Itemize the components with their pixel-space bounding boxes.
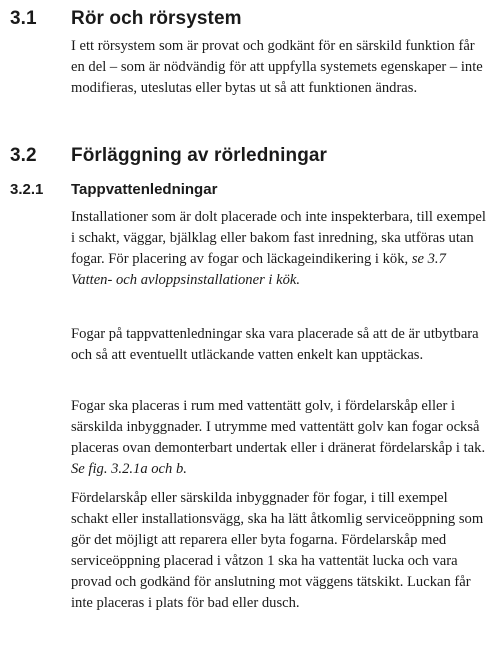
paragraph-text: Installationer som är dolt placerade och inte inspekterbara, till exempel i schakt, väggar, bjälklag eller bakom fast inredning, ska utföras utan fogar. För placering av fogar och läckageindikering i kök, bbox=[71, 209, 486, 267]
section-heading: Förläggning av rörledningar bbox=[71, 145, 328, 166]
cross-reference: se 3.7 Vatten- och avloppsinstallationer i kök. bbox=[71, 251, 446, 288]
paragraph-text: Fogar ska placeras i rum med vattentätt golv, i fördelarskåp eller i särskilda inbyggnader. I utrymme med vattentätt golv kan fogar också placeras ovan demonterbart undertak eller i dränerat fördelarskåp i tak. bbox=[71, 398, 486, 456]
section-number: 3.2 bbox=[10, 145, 37, 166]
body-paragraph: I ett rörsystem som är provat och godkänt för en särskild funktion får en del – som är nödvändig för att uppfylla systemets egenskaper – inte modifieras, uteslutas eller bytas ut så att funktionen ändras. bbox=[71, 38, 483, 96]
section-number: 3.1 bbox=[10, 8, 37, 29]
body-paragraph: Fogar på tappvattenledningar ska vara placerade så att de är utbytbara och så att eventuellt utläckande vatten enkelt kan upptäckas. bbox=[71, 326, 479, 363]
body-paragraph bbox=[71, 396, 486, 480]
cross-reference: Se fig. 3.2.1a och b. bbox=[71, 461, 187, 477]
body-paragraph: Fördelarskåp eller särskilda inbyggnader för fogar, i till exempel schakt eller installationsvägg, ska ha lätt åtkomlig serviceöppning som gör det möjligt att reparera eller byta fogarna. Fördelarskåp med serviceöppning placerad i våtzon 1 ska ha vattentät lucka och vara provad och godkänd för anslutning mot väggens tätskikt. Luckan får inte placeras i plats för bad eller dusch. bbox=[71, 490, 484, 611]
section-heading: Rör och rörsystem bbox=[71, 8, 242, 29]
subsection-heading: Tappvattenledningar bbox=[71, 181, 218, 198]
body-paragraph bbox=[71, 207, 486, 291]
subsection-number: 3.2.1 bbox=[10, 181, 44, 198]
